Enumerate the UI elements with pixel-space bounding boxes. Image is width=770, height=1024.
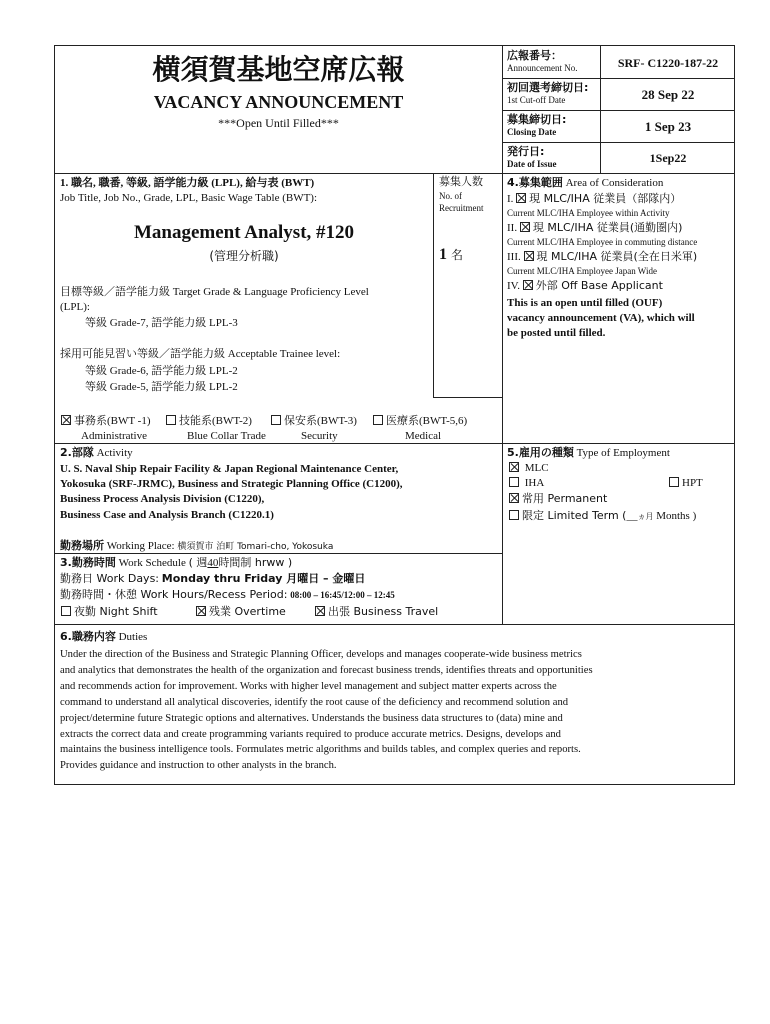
duties-line: command to understand all analytical discoveries, identify the root cause of the deficiency and recommend solution and xyxy=(60,696,569,708)
hpt-checkbox[interactable] xyxy=(669,477,679,487)
bwt-medical-en: Medical xyxy=(405,430,442,442)
duties-heading: 6.職務内容 Duties xyxy=(60,630,148,643)
area-iii[interactable]: III. 現 MLC/IHA 従業員(全在日米軍) xyxy=(507,250,698,263)
activity-line-1: U. S. Naval Ship Repair Facility & Japan Regional Maintenance Center, xyxy=(60,463,399,475)
job-subheading: Job Title, Job No., Grade, LPL, Basic Wage Table (BWT): xyxy=(60,192,318,204)
bwt-security[interactable]: 保安系(BWT-3) xyxy=(271,414,357,428)
target-grade: 等級 Grade-7, 語学能力級 LPL-3 xyxy=(85,317,238,329)
job-title-jp: (管理分析職) xyxy=(209,249,279,263)
closing-label: 募集締切日: Closing Date xyxy=(507,113,567,137)
schedule-heading: 3.勤務時間 Work Schedule ( 週40時間制 hrww ) xyxy=(60,556,293,569)
night-shift-checkbox[interactable] xyxy=(61,606,71,616)
vacancy-form xyxy=(54,45,735,785)
mlc-checkbox-checked[interactable] xyxy=(509,462,519,472)
target-heading-2: (LPL): xyxy=(60,301,90,313)
employment-limited[interactable]: 限定 Limited Term (__ヵ月 Months ) xyxy=(509,509,696,524)
area-i-sub: Current MLC/IHA Employee within Activity xyxy=(507,208,670,218)
work-hours: 勤務時間・休憩 Work Hours/Recess Period: 08:00 – 16:45/12:00 – 12:45 xyxy=(60,588,395,601)
area-iii-sub: Current MLC/IHA Employee Japan Wide xyxy=(507,266,657,276)
open-until-filled: ***Open Until Filled*** xyxy=(218,116,339,130)
iha-checkbox[interactable] xyxy=(509,477,519,487)
job-title: Management Analyst, #120 xyxy=(133,222,355,243)
bwt-medical[interactable]: 医療系(BWT-5,6) xyxy=(373,414,467,428)
business-travel[interactable]: 出張 Business Travel xyxy=(315,605,438,619)
recruit-label-en: No. of xyxy=(439,191,462,201)
medical-checkbox[interactable] xyxy=(373,415,383,425)
blue-collar-checkbox[interactable] xyxy=(166,415,176,425)
limited-term-checkbox[interactable] xyxy=(509,510,519,520)
area-heading: 4.募集範囲 Area of Consideration xyxy=(507,176,664,189)
job-heading: 1. 職名, 職番, 等級, 語学能力級 (LPL), 給与表 (BWT) xyxy=(60,177,315,189)
area-ii[interactable]: II. 現 MLC/IHA 従業員(通勤圏内) xyxy=(507,221,683,234)
cutoff-label: 初回選考締切日: 1st Cut-off Date xyxy=(507,81,589,105)
recruit-count: 1 名 xyxy=(439,246,464,263)
security-checkbox[interactable] xyxy=(271,415,281,425)
bwt-blue-collar[interactable]: 技能系(BWT-2) xyxy=(166,414,252,428)
area-i[interactable]: I. 現 MLC/IHA 従業員（部隊内） xyxy=(507,192,682,205)
duties-line: and recommends action for improvement. Works with higher level management and subject matter experts across the xyxy=(60,680,557,692)
duties-text xyxy=(60,647,732,774)
activity-line-3: Business Process Analysis Division (C1220), xyxy=(60,493,265,505)
closing-value: 1 Sep 23 xyxy=(644,119,692,134)
area-iv-checkbox[interactable] xyxy=(523,280,533,290)
duties-line: Provides guidance and instruction to other analysts in the branch. xyxy=(60,760,337,772)
area-ii-checkbox[interactable] xyxy=(520,222,530,232)
recruit-label-en-2: Recruitment xyxy=(439,203,484,213)
admin-checkbox-checked[interactable] xyxy=(61,415,71,425)
issue-label: 発行日: Date of Issue xyxy=(507,145,557,169)
announcement-no-label: 広報番号： Announcement No. xyxy=(507,49,578,73)
employment-iha[interactable]: IHA xyxy=(509,476,544,490)
ouf-line-1: This is an open until filled (OUF) xyxy=(507,297,663,309)
duties-line: and analytics that demonstrates the health of the organization and forecast business trends, identifies threats and opportunities xyxy=(60,664,593,676)
recruit-label-jp: 募集人数 xyxy=(439,175,483,188)
activity-line-4: Business Case and Analysis Branch (C1220.1) xyxy=(60,509,274,521)
activity-heading: 2.部隊 Activity xyxy=(60,446,133,459)
overtime-checkbox-checked[interactable] xyxy=(196,606,206,616)
duties-line: Under the direction of the Business and Strategic Planning Officer, develops and manages cooperate-wide business metrics xyxy=(60,649,582,660)
area-iii-checkbox[interactable] xyxy=(524,251,534,261)
employment-mlc[interactable]: MLC xyxy=(509,461,549,475)
area-i-checkbox[interactable] xyxy=(516,193,526,203)
title-jp: 横須賀基地空席広報 xyxy=(152,53,405,86)
activity-line-2: Yokosuka (SRF-JRMC), Business and Strategic Planning Office (C1200), xyxy=(60,478,403,490)
trainee-level-1: 等級 Grade-6, 語学能力級 LPL-2 xyxy=(85,365,238,377)
bwt-admin-en: Administrative xyxy=(81,430,147,442)
working-place: 勤務場所 Working Place: 横須賀市 泊町 Tomari-cho, Yokosuka xyxy=(60,539,334,552)
overtime[interactable]: 残業 Overtime xyxy=(196,605,286,619)
duties-line: project/determine future Strategic options and alternatives. Understands the business data structures to (data) mine and xyxy=(60,712,563,724)
bwt-admin[interactable]: 事務系(BWT -1) xyxy=(61,414,150,428)
employment-heading: 5.雇用の種類 Type of Employment xyxy=(507,446,670,459)
ouf-line-3: be posted until filled. xyxy=(507,327,606,339)
announcement-no-value: SRF- C1220-187-22 xyxy=(617,56,719,70)
title-en: VACANCY ANNOUNCEMENT xyxy=(153,92,404,112)
night-shift[interactable]: 夜勤 Night Shift xyxy=(61,605,158,619)
work-days: 勤務日 Work Days: Monday thru Friday 月曜日 – 金曜日 xyxy=(60,572,366,585)
bwt-security-en: Security xyxy=(301,430,338,442)
duties-line: extracts the correct data and create programming variants required to produce accurate metrics. Designs, develops and xyxy=(60,728,561,740)
employment-permanent[interactable]: 常用 Permanent xyxy=(509,492,607,506)
area-ii-sub: Current MLC/IHA Employee in commuting distance xyxy=(507,237,698,247)
trainee-level-2: 等級 Grade-5, 語学能力級 LPL-2 xyxy=(85,381,238,393)
issue-value: 1Sep22 xyxy=(649,151,687,165)
bwt-blue-en: Blue Collar Trade xyxy=(187,430,266,442)
cutoff-value: 28 Sep 22 xyxy=(641,87,695,102)
duties-line: maintains the business intelligence tools. Formulates metric algorithms and builds tables, and complex queries and reports. xyxy=(60,744,581,756)
business-travel-checkbox-checked[interactable] xyxy=(315,606,325,616)
employment-hpt[interactable]: HPT xyxy=(669,476,703,490)
ouf-line-2: vacancy announcement (VA), which will xyxy=(507,312,695,324)
trainee-heading: 採用可能見習い等級／語学能力級 Acceptable Trainee level: xyxy=(60,348,341,360)
permanent-checkbox-checked[interactable] xyxy=(509,493,519,503)
target-heading: 目標等級／語学能力級 Target Grade & Language Proficiency Level xyxy=(60,286,369,298)
area-iv[interactable]: IV. 外部 Off Base Applicant xyxy=(507,279,663,292)
